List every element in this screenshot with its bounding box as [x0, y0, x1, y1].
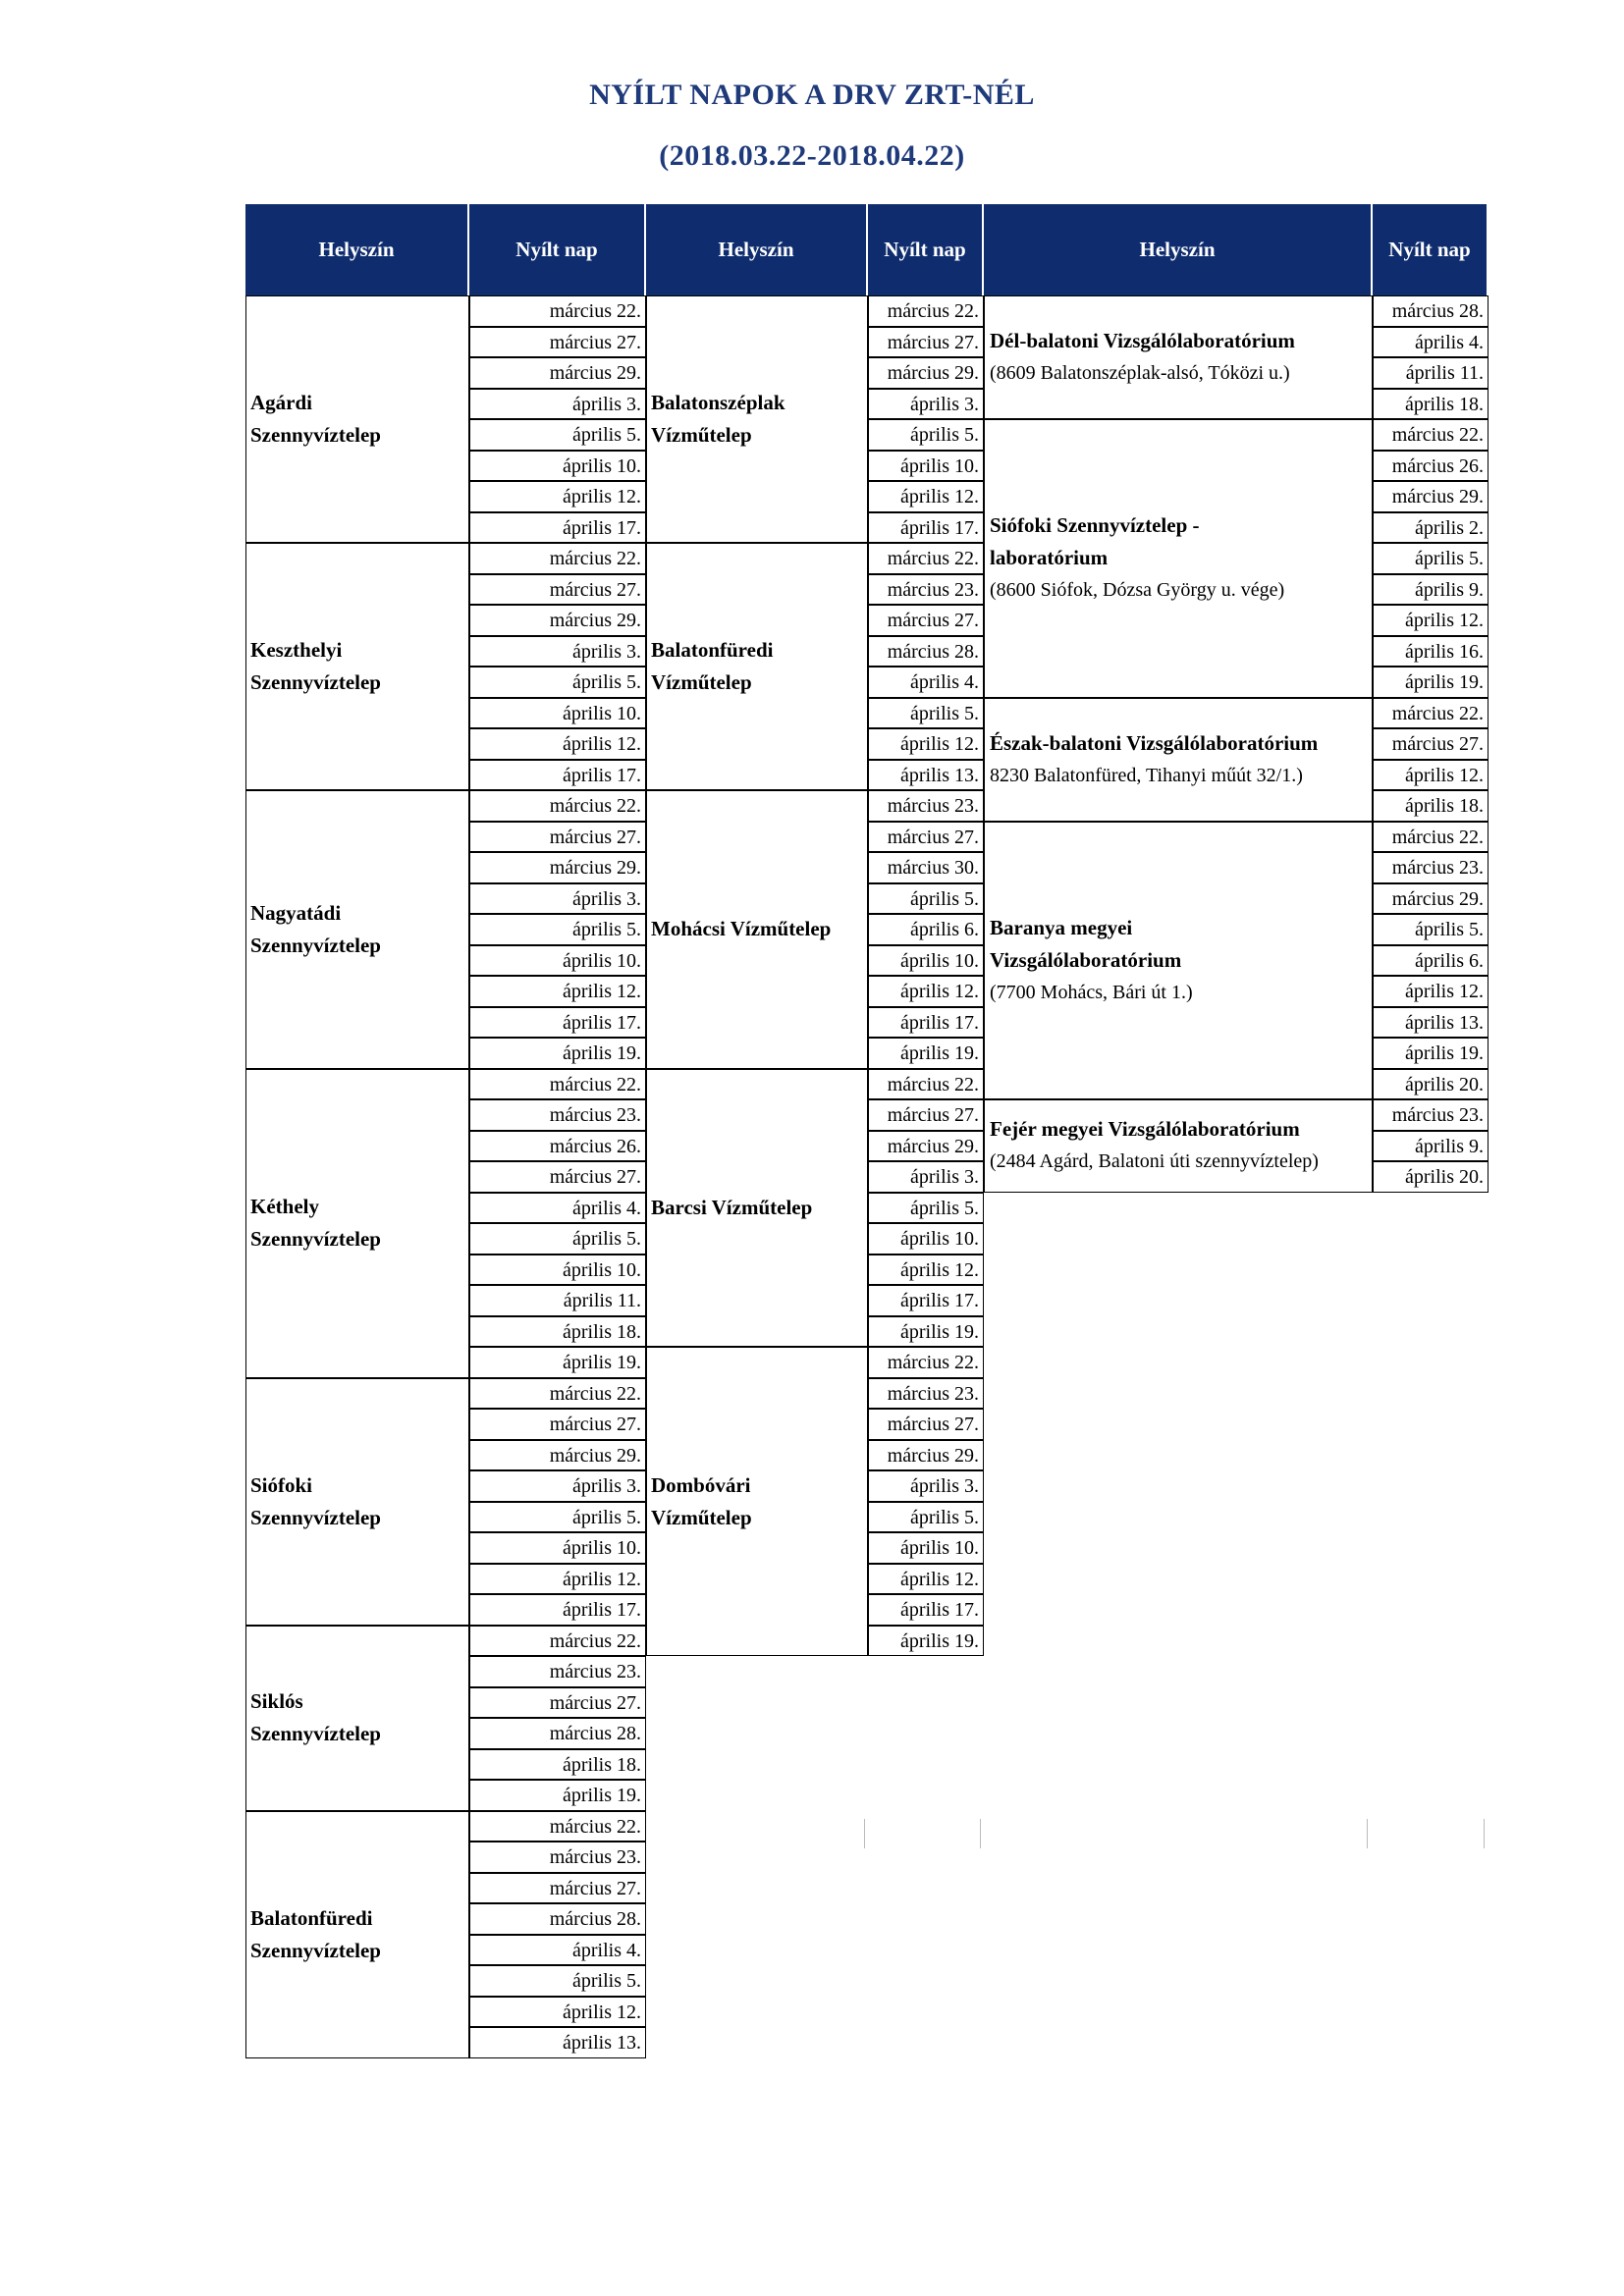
open-day-cell: április 3. [868, 1470, 984, 1502]
open-day-cell: április 4. [868, 667, 984, 698]
open-day-cell: március 22. [469, 543, 646, 574]
open-day-cell: április 3. [469, 1470, 646, 1502]
page-title: NYÍLT NAPOK A DRV ZRT-NÉL [589, 79, 1035, 111]
open-day-cell: április 10. [868, 1223, 984, 1255]
laboratory-cell [984, 698, 1373, 822]
open-day-cell: március 27. [469, 1161, 646, 1193]
open-day-cell: április 10. [868, 945, 984, 977]
laboratory-cell [984, 295, 1373, 419]
open-day-cell: március 23. [469, 1842, 646, 1873]
open-day-cell: március 29. [1373, 481, 1489, 512]
open-day-cell: április 12. [1373, 760, 1489, 791]
location-cell [245, 1069, 469, 1378]
open-day-cell: március 28. [1373, 295, 1489, 327]
open-day-cell: március 27. [469, 327, 646, 358]
open-day-cell: március 27. [868, 1099, 984, 1131]
open-day-cell: április 2. [1373, 512, 1489, 544]
location-name-line: Vízműtelep [651, 423, 752, 447]
laboratory-address: (8600 Siófok, Dózsa György u. vége) [990, 579, 1285, 602]
divider-line [980, 1819, 981, 1848]
location-name-line: Fejér megyei Vizsgálólaboratórium [990, 1117, 1300, 1142]
open-day-cell: március 29. [469, 852, 646, 883]
open-day-cell: április 19. [469, 1347, 646, 1378]
open-day-cell: március 28. [469, 1903, 646, 1935]
open-day-cell: március 23. [868, 574, 984, 606]
open-day-cell: március 22. [469, 790, 646, 822]
laboratory-cell [984, 822, 1373, 1100]
open-day-cell: április 19. [469, 1038, 646, 1069]
open-day-cell: április 11. [469, 1285, 646, 1316]
open-day-cell: április 19. [868, 1316, 984, 1348]
open-day-cell: március 30. [868, 852, 984, 883]
location-name-line: Észak-balatoni Vizsgálólaboratórium [990, 730, 1319, 755]
open-day-cell: március 22. [868, 543, 984, 574]
location-name-line: Szennyvíztelep [250, 1722, 381, 1745]
open-day-cell: április 19. [469, 1780, 646, 1811]
open-day-cell: március 28. [469, 1718, 646, 1749]
open-day-cell: április 12. [868, 728, 984, 760]
open-day-cell: április 18. [469, 1316, 646, 1348]
open-day-cell: április 10. [469, 1532, 646, 1564]
open-day-cell: március 22. [469, 1811, 646, 1842]
open-day-cell: április 5. [868, 1193, 984, 1224]
header-open-day: Nyílt nap [1373, 204, 1489, 295]
open-day-cell: április 10. [469, 698, 646, 729]
open-day-cell: április 3. [868, 389, 984, 420]
open-day-cell: április 17. [469, 1007, 646, 1039]
open-day-cell: április 5. [1373, 914, 1489, 945]
open-day-cell: április 10. [868, 1532, 984, 1564]
open-day-cell: március 23. [469, 1656, 646, 1687]
laboratory-address: (7700 Mohács, Bári út 1.) [990, 981, 1193, 1003]
location-cell [245, 790, 469, 1069]
location-name-line: Mohácsi Vízműtelep [651, 917, 832, 941]
open-day-cell: március 22. [868, 1069, 984, 1100]
open-day-cell: április 12. [469, 728, 646, 760]
open-day-cell: április 5. [469, 419, 646, 451]
open-day-cell: április 17. [868, 1285, 984, 1316]
laboratory-address: (2484 Agárd, Balatoni úti szennyvíztelep) [990, 1150, 1319, 1173]
open-day-cell: április 9. [1373, 574, 1489, 606]
open-day-cell: március 29. [469, 1440, 646, 1471]
open-day-cell: április 13. [469, 2027, 646, 2058]
location-name-line: Vízműtelep [651, 1505, 752, 1529]
open-day-cell: április 11. [1373, 357, 1489, 389]
location-name-line: Dombóvári [651, 1472, 751, 1497]
open-day-cell: április 5. [469, 667, 646, 698]
open-day-cell: március 22. [868, 1347, 984, 1378]
open-day-cell: március 26. [469, 1131, 646, 1162]
open-day-cell: április 13. [1373, 1007, 1489, 1039]
divider-line [1484, 1819, 1485, 1848]
open-day-cell: április 17. [469, 760, 646, 791]
location-cell [245, 1626, 469, 1811]
location-name-line: Keszthelyi [250, 638, 343, 662]
location-name-line: Siófoki Szennyvíztelep - [990, 513, 1200, 538]
open-day-cell: április 12. [469, 1564, 646, 1595]
location-name-line: Vizsgálólaboratórium [990, 947, 1182, 972]
divider-line [864, 1819, 865, 1848]
location-name-line: Agárdi [250, 391, 312, 414]
location-cell [245, 1811, 469, 2058]
header-location: Helyszín [984, 204, 1373, 295]
open-day-cell: április 12. [469, 976, 646, 1007]
open-day-cell: április 10. [469, 451, 646, 482]
open-day-cell: március 29. [469, 605, 646, 636]
location-cell [646, 790, 868, 1069]
open-day-cell: április 5. [469, 1223, 646, 1255]
open-day-cell: március 23. [868, 790, 984, 822]
open-day-cell: április 4. [469, 1193, 646, 1224]
open-day-cell: március 23. [1373, 852, 1489, 883]
header-open-day: Nyílt nap [868, 204, 984, 295]
open-day-cell: április 12. [1373, 976, 1489, 1007]
open-day-cell: március 23. [469, 1099, 646, 1131]
open-day-cell: április 12. [868, 1255, 984, 1286]
open-day-cell: április 12. [868, 1564, 984, 1595]
page-subtitle: (2018.03.22-2018.04.22) [659, 139, 965, 172]
open-day-cell: március 27. [469, 1409, 646, 1440]
location-cell [646, 295, 868, 543]
open-day-cell: április 18. [1373, 790, 1489, 822]
open-day-cell: április 5. [469, 914, 646, 945]
open-day-cell: április 5. [1373, 543, 1489, 574]
laboratory-cell [984, 419, 1373, 698]
open-day-cell: április 12. [868, 481, 984, 512]
header-location: Helyszín [646, 204, 868, 295]
open-day-cell: április 5. [868, 698, 984, 729]
open-day-cell: április 10. [868, 451, 984, 482]
location-name-line: Vízműtelep [651, 670, 752, 694]
open-day-cell: március 28. [868, 636, 984, 667]
open-day-cell: április 20. [1373, 1161, 1489, 1193]
open-day-cell: március 22. [868, 295, 984, 327]
open-day-cell: március 27. [469, 822, 646, 853]
location-name-line: Barcsi Vízműtelep [651, 1195, 813, 1219]
open-day-cell: április 10. [469, 1255, 646, 1286]
location-name-line: Szennyvíztelep [250, 1938, 381, 1962]
open-day-cell: március 27. [469, 574, 646, 606]
open-day-cell: március 22. [469, 295, 646, 327]
open-day-cell: április 3. [469, 389, 646, 420]
open-day-cell: március 26. [1373, 451, 1489, 482]
open-day-cell: március 23. [1373, 1099, 1489, 1131]
open-day-cell: április 5. [469, 1965, 646, 1997]
open-day-cell: április 19. [868, 1038, 984, 1069]
open-day-cell: március 27. [469, 1873, 646, 1904]
location-cell [646, 1347, 868, 1656]
location-cell [646, 543, 868, 790]
open-day-cell: április 19. [868, 1626, 984, 1657]
open-day-cell: március 23. [868, 1378, 984, 1410]
open-day-cell: március 22. [1373, 419, 1489, 451]
location-name-line: Balatonfüredi [250, 1905, 373, 1930]
open-day-cell: március 22. [1373, 698, 1489, 729]
open-day-cell: április 10. [469, 945, 646, 977]
open-day-cell: április 12. [1373, 605, 1489, 636]
header-open-day: Nyílt nap [469, 204, 646, 295]
open-day-cell: április 4. [1373, 327, 1489, 358]
laboratory-address: 8230 Balatonfüred, Tihanyi műút 32/1.) [990, 764, 1303, 786]
open-day-cell: március 29. [469, 357, 646, 389]
location-name-line: Szennyvíztelep [250, 670, 381, 694]
open-day-cell: március 27. [868, 822, 984, 853]
open-day-cell: április 6. [868, 914, 984, 945]
open-day-cell: április 3. [868, 1161, 984, 1193]
laboratory-address: (8609 Balatonszéplak-alsó, Tóközi u.) [990, 362, 1290, 384]
open-day-cell: április 16. [1373, 636, 1489, 667]
open-day-cell: április 17. [469, 1594, 646, 1626]
open-day-cell: április 5. [868, 1502, 984, 1533]
open-day-cell: április 4. [469, 1935, 646, 1966]
open-day-cell: április 17. [868, 1594, 984, 1626]
location-name-line: Siófoki [250, 1472, 313, 1497]
open-day-cell: április 5. [469, 1502, 646, 1533]
open-day-cell: április 18. [469, 1749, 646, 1781]
open-day-cell: április 3. [469, 883, 646, 915]
location-cell [646, 1069, 868, 1348]
open-day-cell: április 19. [1373, 1038, 1489, 1069]
open-day-cell: március 22. [469, 1069, 646, 1100]
open-day-cell: április 3. [469, 636, 646, 667]
open-day-cell: április 9. [1373, 1131, 1489, 1162]
open-day-cell: április 17. [868, 512, 984, 544]
header-location: Helyszín [245, 204, 469, 295]
open-day-cell: április 17. [469, 512, 646, 544]
open-day-cell: április 13. [868, 760, 984, 791]
open-day-cell: április 18. [1373, 389, 1489, 420]
location-name-line: Szennyvíztelep [250, 1505, 381, 1529]
location-cell [245, 1378, 469, 1626]
location-name-line: Balatonszéplak [651, 391, 785, 414]
open-day-cell: április 17. [868, 1007, 984, 1039]
open-day-cell: március 29. [1373, 883, 1489, 915]
open-day-cell: március 27. [868, 1409, 984, 1440]
location-name-line: Siklós [250, 1689, 303, 1713]
open-day-cell: március 27. [1373, 728, 1489, 760]
open-day-cell: április 12. [469, 481, 646, 512]
location-name-line: Nagyatádi [250, 900, 342, 925]
location-name-line: Kéthely [250, 1195, 319, 1218]
location-name-line: Szennyvíztelep [250, 423, 381, 447]
open-day-cell: április 6. [1373, 945, 1489, 977]
open-day-cell: március 29. [868, 1131, 984, 1162]
open-day-cell: március 27. [868, 605, 984, 636]
location-name-line: laboratórium [990, 546, 1109, 570]
open-day-cell: április 20. [1373, 1069, 1489, 1100]
open-day-cell: március 22. [469, 1378, 646, 1410]
location-name-line: Balatonfüredi [651, 638, 774, 662]
open-day-cell: március 22. [469, 1626, 646, 1657]
open-day-cell: március 27. [868, 327, 984, 358]
open-day-cell: április 12. [469, 1997, 646, 2028]
open-day-cell: április 5. [868, 883, 984, 915]
divider-line [1367, 1819, 1368, 1848]
laboratory-cell [984, 1099, 1373, 1193]
open-day-cell: március 22. [1373, 822, 1489, 853]
location-cell [245, 295, 469, 543]
open-day-cell: március 29. [868, 357, 984, 389]
location-name-line: Szennyvíztelep [250, 933, 381, 957]
location-name-line: Baranya megyei [990, 915, 1133, 939]
open-day-cell: április 5. [868, 419, 984, 451]
location-name-line: Dél-balatoni Vizsgálólaboratórium [990, 329, 1295, 352]
open-day-cell: március 27. [469, 1687, 646, 1719]
location-cell [245, 543, 469, 790]
open-day-cell: március 29. [868, 1440, 984, 1471]
open-day-cell: április 19. [1373, 667, 1489, 698]
location-name-line: Szennyvíztelep [250, 1227, 381, 1251]
open-day-cell: április 12. [868, 976, 984, 1007]
